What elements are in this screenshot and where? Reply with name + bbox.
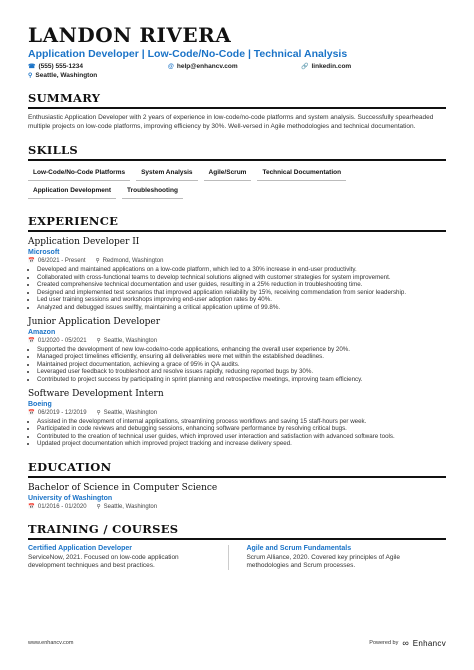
list-item: • Analyzed and debugged issues swiftly, maintaining a critical application uptime of 99.8%.: [37, 304, 446, 312]
list-item: • Maintained project documentation, achieving a grace of 95% in QA audits.: [37, 361, 446, 369]
job-title: Application Developer II: [28, 237, 140, 247]
location-pin-icon: ⚲: [96, 503, 101, 510]
powered-by-label: Powered by: [369, 640, 399, 646]
contact-location: ⚲ Seattle, Washington: [28, 72, 98, 79]
education-entry: [28, 483, 446, 510]
experience-section: [28, 214, 446, 448]
location-pin-icon: ⚲: [28, 73, 33, 79]
training-section: [28, 522, 446, 570]
calendar-icon: 📅: [28, 409, 35, 416]
training-item: [28, 545, 210, 570]
list-item: • Collaborated with cross-functional teams to develop technical solutions aligned with customer strategies for system improvement.: [37, 274, 446, 282]
job-entry: [28, 389, 446, 448]
contact-row: [28, 63, 446, 70]
divider: [228, 545, 229, 570]
location-pin-icon: ⚲: [96, 337, 101, 344]
skill-tag: Technical Documentation: [257, 166, 346, 181]
training-desc: Scrum Alliance, 2020. Covered key principles of Agile methodologies and Scrum processes.: [246, 553, 401, 569]
training-list: [28, 545, 446, 570]
job-title: Junior Application Developer: [28, 316, 161, 327]
training-item: [246, 545, 428, 570]
list-item: • Supported the development of new low-code/no-code applications, enhancing the overall user experience by 20%.: [37, 346, 446, 354]
list-item: • Developed and maintained applications on a low-code platform, which led to a 30% increase in end-user productivity.: [37, 266, 446, 274]
footer-url[interactable]: www.enhancv.com: [28, 640, 74, 646]
brand-name: Enhancv: [412, 638, 446, 648]
job-entry: [28, 317, 446, 384]
list-item: • Contributed to project success by participating in sprint planning and retrospective meetings, improving team efficiency.: [37, 376, 446, 384]
summary-text: Enthusiastic Application Developer with 2 years of experience in low-code/no-code platforms and system analysis. Successfully spearheaded multiple projects on low-code platforms, improving efficiency by 30%. Well-versed in Agile methodologies and technical documentation.: [28, 114, 434, 130]
education-section: [28, 460, 446, 510]
list-item: • Leveraged user feedback to troubleshoot and resolve issues rapidly, reducing reported bugs by 30%.: [37, 368, 446, 376]
job-dates: 06/2021 - Present: [37, 258, 86, 264]
location-pin-icon: ⚲: [95, 258, 100, 264]
skill-tag: Troubleshooting: [122, 184, 183, 199]
list-item: • Updated project documentation which improved project tracking and increase delivery speed.: [37, 440, 446, 448]
job-meta: [28, 338, 446, 344]
skill-tag: Low-Code/No-Code Platforms: [28, 166, 130, 181]
job-meta: [28, 258, 446, 264]
skill-tag: System Analysis: [136, 166, 197, 181]
location-pin-icon: ⚲: [96, 409, 101, 416]
education-dates: 01/2016 - 01/2020: [37, 503, 87, 510]
section-title: TRAINING / COURSES: [28, 522, 446, 540]
contact-linkedin[interactable]: 🔗 linkedin.com: [301, 63, 352, 70]
job-bullets: [28, 266, 446, 312]
education-location: Seattle, Washington: [103, 503, 158, 510]
degree: Bachelor of Science in Computer Science: [28, 482, 218, 493]
section-title: EXPERIENCE: [28, 214, 446, 232]
training-desc: ServiceNow, 2021. Focused on low-code application development techniques and best practices.: [28, 553, 179, 569]
job-bullets: [28, 418, 446, 448]
calendar-icon: 📅: [28, 503, 35, 510]
list-item: • Designed and implemented test scenarios that improved application reliability by 15%, receiving commendation from senior leadership.: [37, 289, 446, 297]
section-title: SUMMARY: [28, 91, 446, 109]
summary-section: [28, 91, 446, 131]
job-location: Redmond, Washington: [102, 258, 164, 264]
school: University of Washington: [28, 494, 113, 502]
list-item: • Led user training sessions and workshops improving end-user adoption rates by 40%.: [37, 296, 446, 304]
job-entry: [28, 237, 446, 312]
skill-tag: Application Development: [28, 184, 116, 199]
education-meta: [28, 504, 446, 510]
training-title: Agile and Scrum Fundamentals: [246, 544, 352, 552]
list-item: • Assisted in the development of internal applications, streamlining process workflows and saving 15 staff-hours per week.: [37, 418, 446, 426]
calendar-icon: 📅: [28, 258, 35, 264]
headline: Application Developer | Low-Code/No-Code | Technical Analysis: [28, 48, 348, 60]
contact-phone[interactable]: ☎ (555) 555-1234: [28, 63, 83, 70]
job-location: Seattle, Washington: [103, 409, 158, 416]
enhancv-logo-icon: ∞: [402, 638, 409, 648]
contact-email[interactable]: @ help@enhancv.com: [168, 63, 238, 70]
job-company: Boeing: [28, 400, 52, 408]
job-company: Amazon: [28, 328, 56, 336]
section-title: SKILLS: [28, 143, 446, 161]
job-company: Microsoft: [28, 249, 60, 256]
calendar-icon: 📅: [28, 337, 35, 344]
list-item: • Participated in code reviews and debugging sessions, enhancing software performance by resolving critical bugs.: [37, 425, 446, 433]
footer: [28, 638, 446, 648]
skills-list: [28, 166, 446, 202]
training-title: Certified Application Developer: [28, 544, 132, 552]
job-meta: [28, 410, 446, 416]
job-title: Software Development Intern: [28, 388, 164, 399]
job-location: Seattle, Washington: [103, 337, 158, 344]
list-item: • Created comprehensive technical documentation and user guides, resulting in a 25% reduction in troubleshooting time.: [37, 281, 446, 289]
candidate-name: LANDON RIVERA: [28, 23, 232, 47]
skills-section: [28, 143, 446, 202]
link-icon: 🔗: [301, 64, 309, 70]
job-bullets: [28, 346, 446, 384]
section-title: EDUCATION: [28, 460, 446, 478]
job-dates: 06/2019 - 12/2019: [37, 409, 87, 416]
list-item: • Contributed to the creation of technical user guides, which improved user interaction and satisfaction with advanced software tools.: [37, 433, 446, 441]
phone-icon: ☎: [28, 64, 36, 70]
list-item: • Managed project timelines efficiently, ensuring all deliverables were met within the established deadlines.: [37, 353, 446, 361]
footer-brand: [369, 638, 446, 648]
job-dates: 01/2020 - 05/2021: [37, 337, 87, 344]
at-icon: @: [168, 63, 174, 70]
skill-tag: Agile/Scrum: [204, 166, 252, 181]
